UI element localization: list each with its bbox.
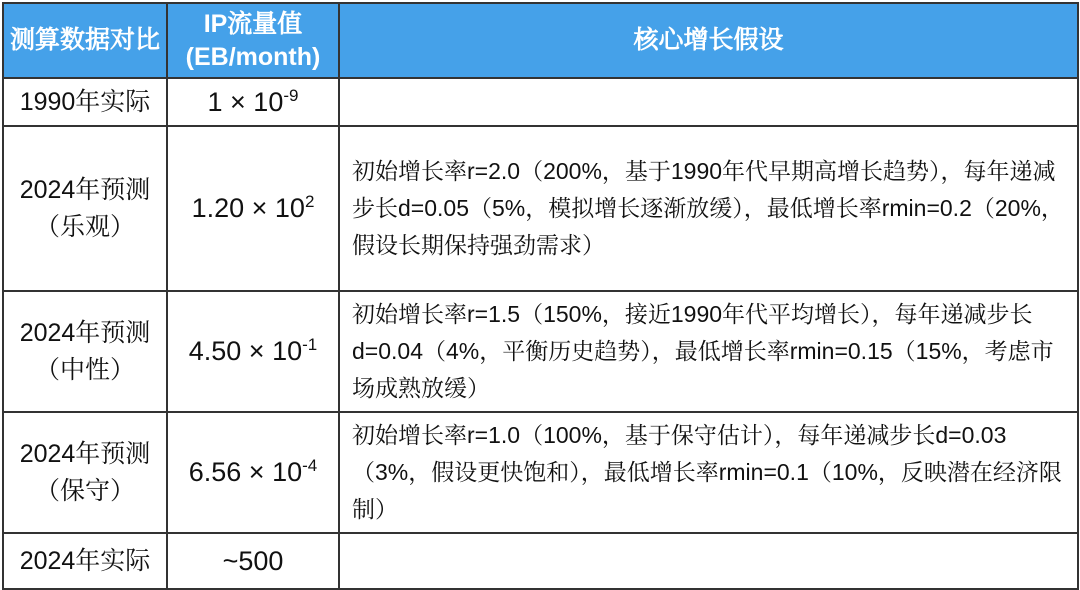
traffic-value-exponent: -1	[302, 335, 318, 354]
traffic-value-exponent: 2	[304, 192, 315, 211]
header-traffic-label-line2: (EB/month)	[185, 42, 321, 71]
header-assumption-label: 核心增长假设	[633, 26, 784, 54]
row-label-line2: （乐观）	[34, 212, 135, 241]
row-label-line1: 2024年实际	[19, 546, 151, 575]
table-row-2024-optimistic	[3, 126, 1078, 291]
traffic-value-cell	[167, 291, 339, 412]
row-label-line2: （中性）	[34, 355, 135, 384]
traffic-value-cell	[167, 533, 339, 589]
header-traffic-label-line1: IP流量值	[203, 9, 303, 38]
table-row-2024-actual	[3, 533, 1078, 589]
row-label-cell	[3, 533, 167, 589]
header-dataset-label: 测算数据对比	[9, 26, 160, 54]
table-row-2024-conservative	[3, 412, 1078, 533]
traffic-value-base: 1.20 × 10	[191, 193, 305, 223]
traffic-value-exponent: -9	[283, 85, 299, 105]
traffic-value-base: 1 × 10	[207, 86, 284, 117]
row-label-line2: （保守）	[34, 476, 135, 505]
row-label-line1: 1990年实际	[19, 87, 151, 116]
row-label-cell	[3, 126, 167, 291]
assumption-cell: 初始增长率r=1.5（150%，接近1990年代平均增长），每年递减步长d=0.04（4%，平衡历史趋势），最低增长率rmin=0.15（15%，考虑市场成熟放缓）	[339, 291, 1078, 412]
assumption-cell: 初始增长率r=1.0（100%，基于保守估计），每年递减步长d=0.03（3%，假设更快饱和），最低增长率rmin=0.1（10%，反映潜在经济限制）	[339, 412, 1078, 533]
traffic-value-cell	[167, 412, 339, 533]
traffic-value-exponent: -4	[302, 456, 318, 475]
header-assumption-column	[339, 3, 1078, 78]
assumption-cell	[339, 533, 1078, 589]
row-label-line1: 2024年预测	[19, 175, 151, 204]
assumption-cell: 初始增长率r=2.0（200%，基于1990年代早期高增长趋势），每年递减步长d=0.05（5%，模拟增长逐渐放缓），最低增长率rmin=0.2（20%，假设长期保持强劲需求）	[339, 126, 1078, 291]
header-traffic-column	[167, 3, 339, 78]
row-label-line1: 2024年预测	[19, 439, 151, 468]
row-label-cell	[3, 412, 167, 533]
table-row-1990-actual	[3, 78, 1078, 126]
assumption-cell	[339, 78, 1078, 126]
traffic-value-cell	[167, 126, 339, 291]
row-label-cell	[3, 291, 167, 412]
row-label-line1: 2024年预测	[19, 318, 151, 347]
header-dataset-column	[3, 3, 167, 78]
table-header-row	[3, 3, 1078, 78]
row-label-cell	[3, 78, 167, 126]
traffic-value-base: ~500	[222, 545, 284, 576]
traffic-value-base: 4.50 × 10	[188, 336, 303, 366]
comparison-table	[2, 2, 1079, 590]
traffic-value-cell	[167, 78, 339, 126]
traffic-value-base: 6.56 × 10	[188, 457, 303, 487]
table-row-2024-neutral	[3, 291, 1078, 412]
